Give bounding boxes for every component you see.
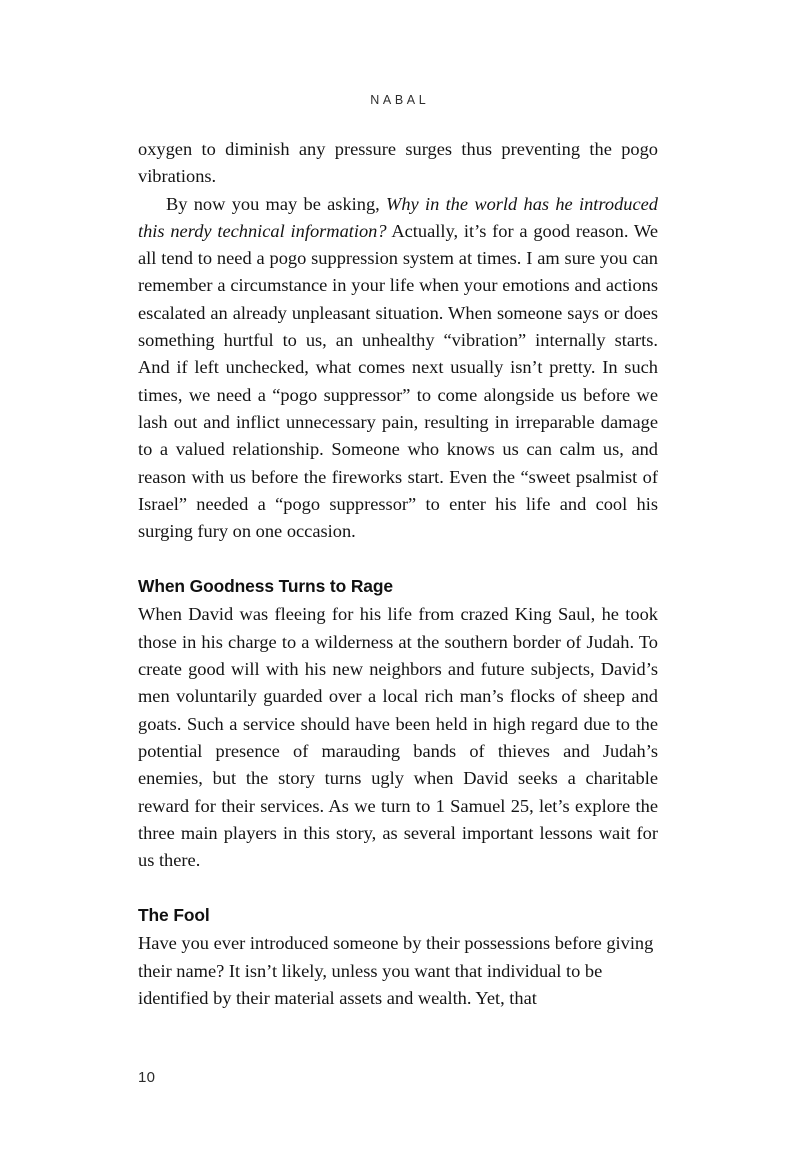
italic-question: Why in the world has he introduced this nerdy technical information? [138,193,658,241]
paragraph-pogo-suppressor [138,191,658,546]
spacer-before-heading-two [138,874,658,903]
spacer-before-heading-one [138,545,658,574]
page-number: 10 [138,1069,156,1086]
paragraph-the-fool: Have you ever introduced someone by their possessions before giving their name? It isn’t likely, unless you want that individual to be identified by their material assets and wealth. Yet, that [138,933,654,1009]
text-block [138,136,658,1012]
running-head: NABAL [370,93,430,107]
paragraph-when-goodness-turns-to-rage: When David was fleeing for his life from crazed King Saul, he took those in his charge to a wilderness at the southern border of Judah. To create good will with his new neighbors and future subjects, David’s men voluntarily guarded over a local rich man’s flocks of sheep and goats. Such a service should have been held in high regard due to the potential presence of marauding bands of thieves and Judah’s enemies, but the story turns ugly when David seeks a charitable reward for their services. As we turn to 1 Samuel 25, let’s explore the three main players in this story, as several important lessons wait for us there. [138,604,658,871]
paragraph-lead-text: By now you may be asking, [166,193,387,214]
section-heading-the-fool: The Fool [138,905,210,926]
paragraph-continued: oxygen to diminish any pressure surges thus preventing the pogo vibrations. [138,139,658,187]
paragraph-body-text: Actually, it’s for a good reason. We all tend to need a pogo suppression system at times. I am sure you can remember a circumstance in your life when your emotions and actions escalated an already unpleasant situation. When someone says or does something hurtful to us, an unhealthy “vibration” internally starts. And if left unchecked, what comes next usually isn’t pretty. In such times, we need a “pogo suppressor” to come alongside us before we lash out and inflict unnecessary pain, resulting in irreparable damage to a valued relationship. Someone who knows us can calm us, and reason with us before the fireworks start. Even the “sweet psalmist of Israel” needed a “pogo suppressor” to enter his life and cool his surging fury on one occasion. [138,220,658,542]
section-heading-when-goodness-turns-to-rage: When Goodness Turns to Rage [138,576,393,597]
